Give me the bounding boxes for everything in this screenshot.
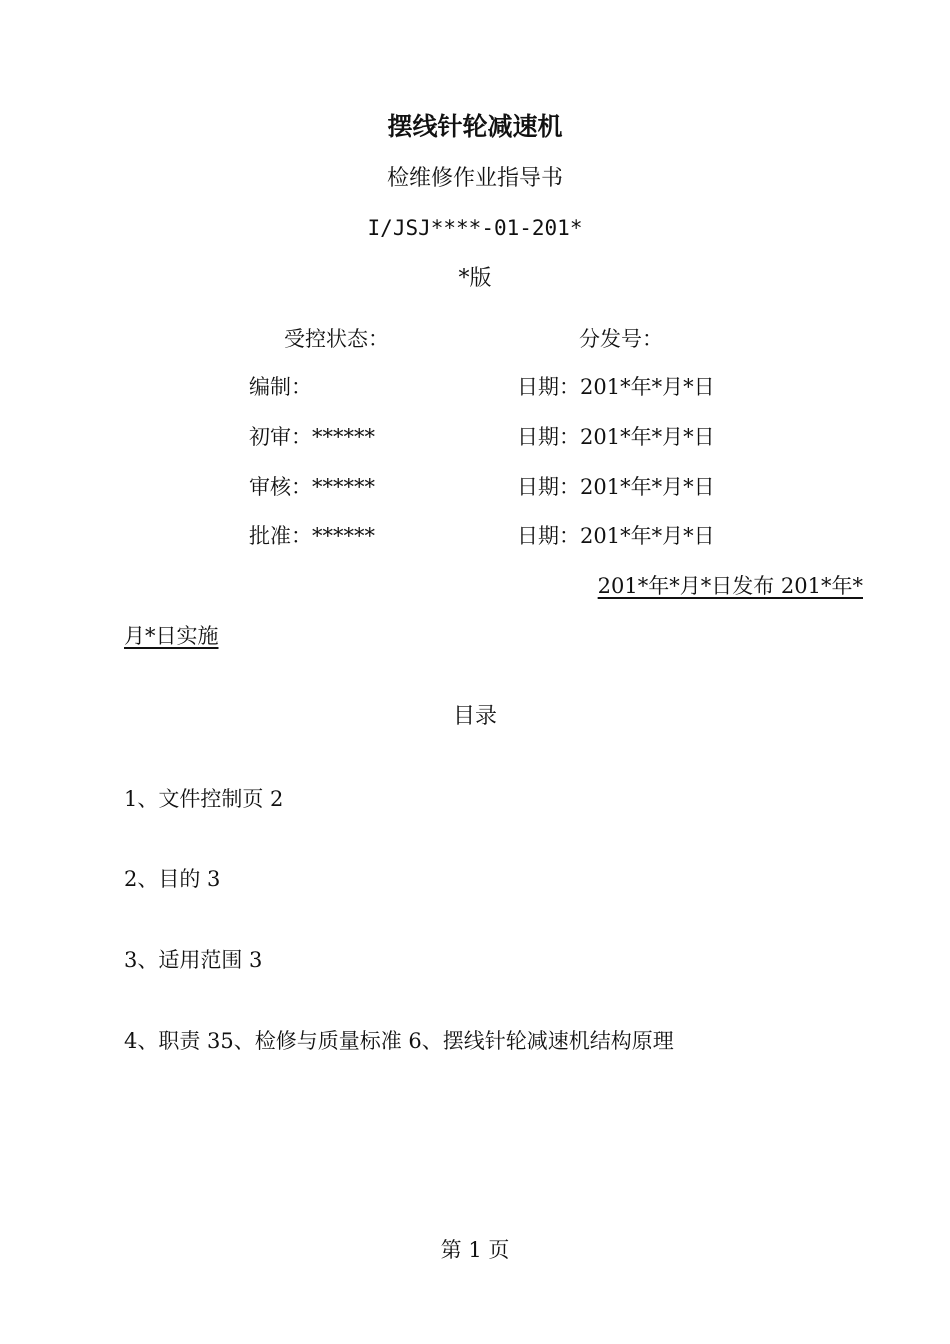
page-number: 第 1 页: [440, 1238, 510, 1262]
approval-date: 日期：201*年*月*日: [517, 524, 715, 548]
document-title: 摆线针轮减速机: [387, 112, 563, 141]
distribution-number-label: 分发号：: [579, 327, 663, 351]
toc-title: 目录: [452, 704, 497, 729]
document-edition: *版: [458, 266, 492, 291]
toc-item: 3、适用范围 3: [124, 948, 263, 972]
document-subtitle: 检维修作业指导书: [386, 166, 563, 191]
release-date-line: 201*年*月*日发布 201*年*: [597, 574, 863, 598]
compiler-date: 日期：201*年*月*日: [517, 375, 715, 399]
implementation-date-line: 月*日实施: [124, 624, 219, 648]
initial-review-field: 初审：******: [249, 425, 375, 449]
audit-field: 审核：******: [249, 475, 375, 499]
toc-item: 4、职责 35、检修与质量标准 6、摆线针轮减速机结构原理: [124, 1029, 674, 1053]
initial-review-date: 日期：201*年*月*日: [517, 425, 715, 449]
controlled-status-label: 受控状态：: [284, 327, 389, 351]
approval-field: 批准：******: [249, 524, 375, 548]
audit-date: 日期：201*年*月*日: [517, 475, 715, 499]
compiler-field: 编制：: [249, 375, 312, 399]
document-number: I/JSJ****-01-201*: [367, 216, 583, 240]
toc-item: 2、目的 3: [124, 867, 221, 891]
toc-item: 1、文件控制页 2: [124, 787, 284, 811]
